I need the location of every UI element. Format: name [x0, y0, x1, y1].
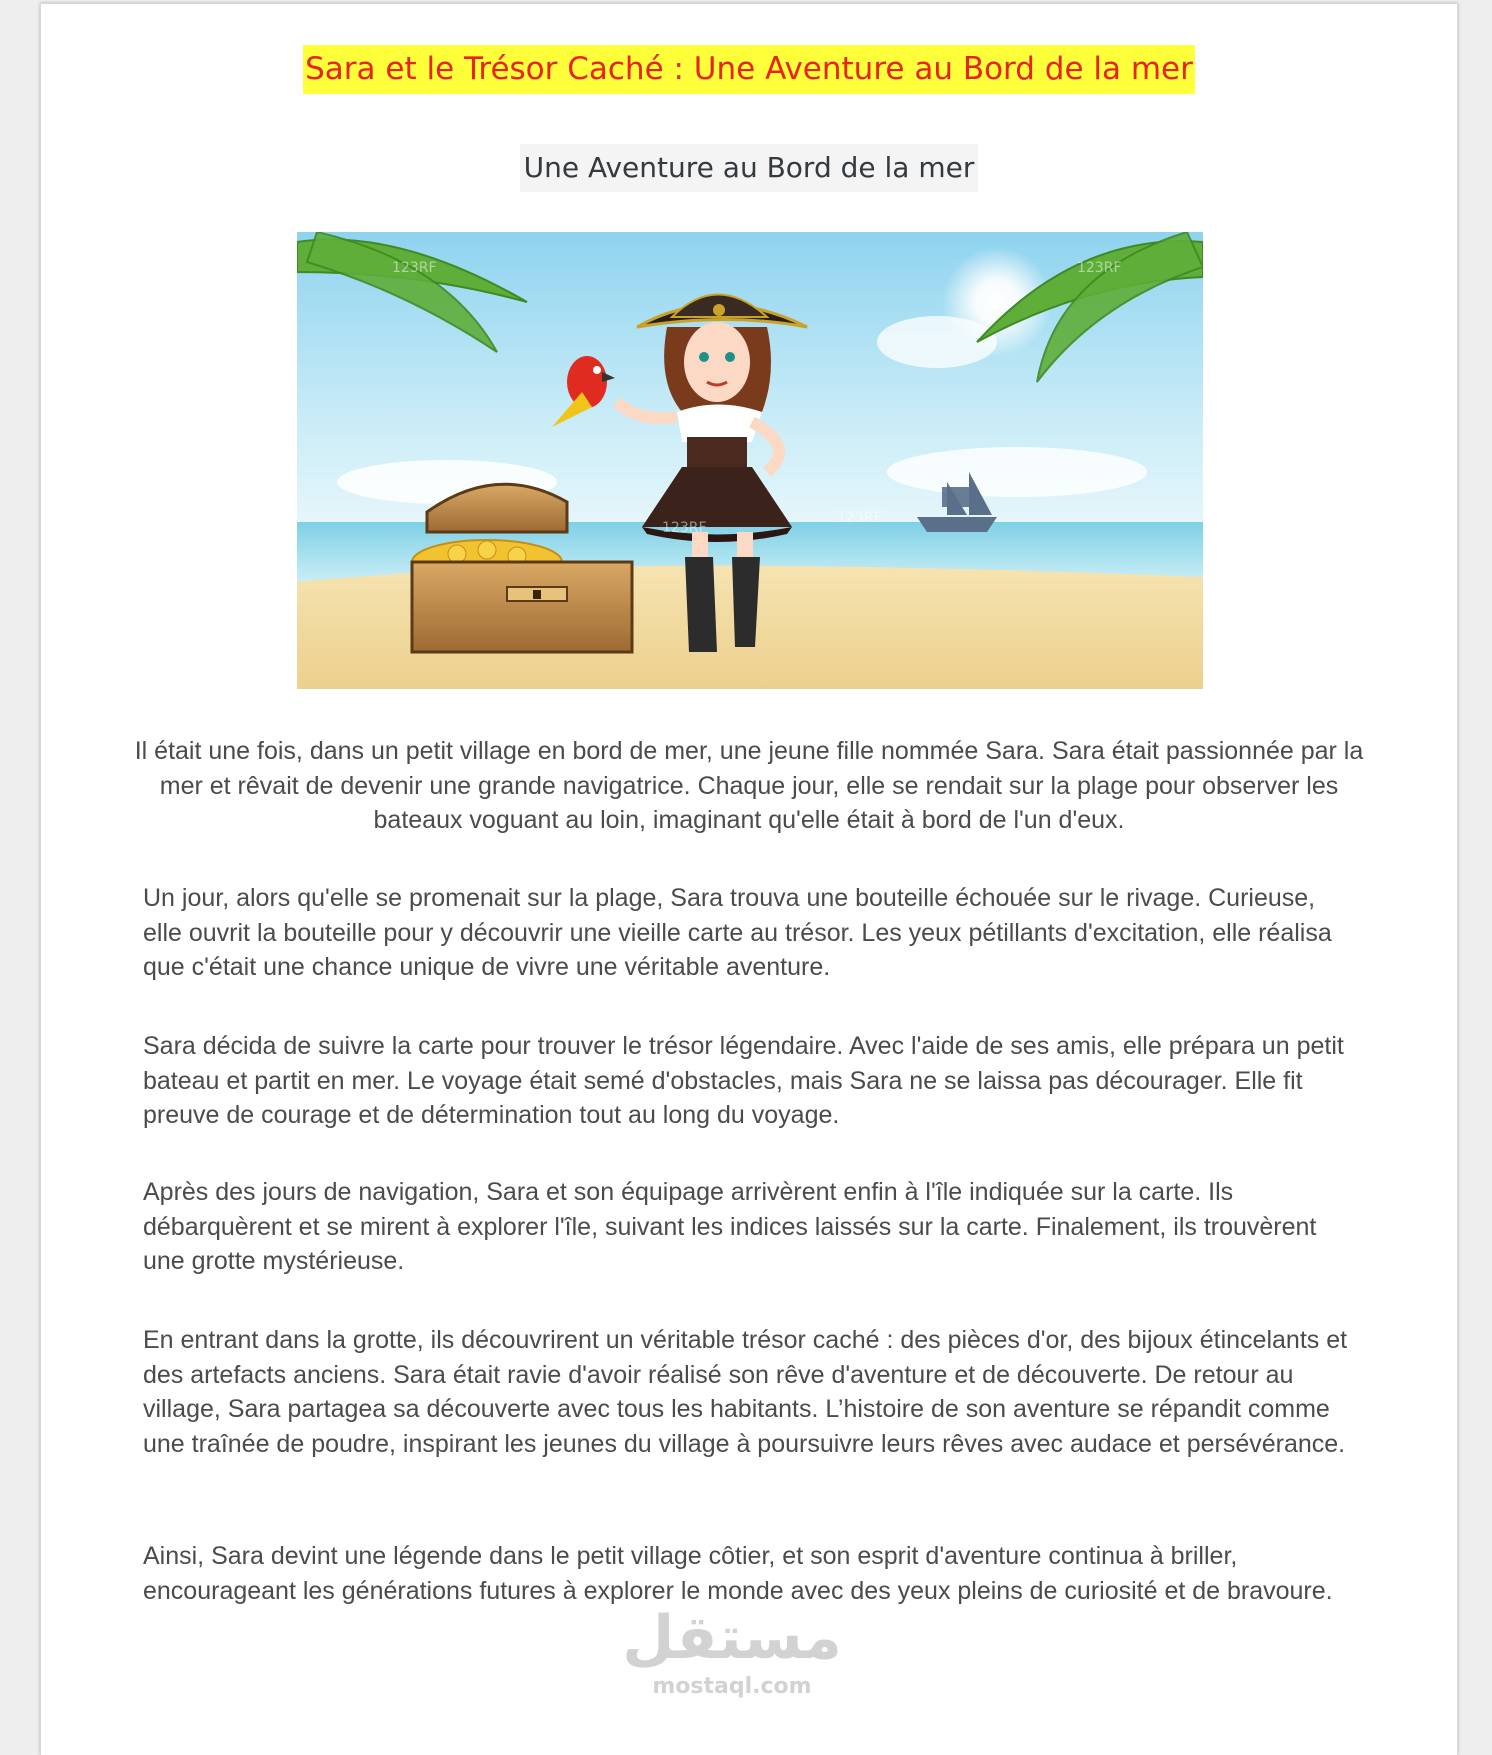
watermark-arabic: مستقل: [622, 1603, 842, 1673]
document-title: Sara et le Trésor Caché : Une Aventure au Bord de la mer: [303, 45, 1195, 94]
pirate-girl-illustration: [297, 232, 1203, 689]
title-container: [41, 45, 1457, 94]
watermark-latin: mostaql.com: [652, 1674, 812, 1699]
stock-watermark-1: 123RF: [392, 260, 437, 276]
story-paragraph-4: Après des jours de navigation, Sara et son équipage arrivèrent enfin à l'île indiquée sur la carte. Ils débarquèrent et se mirent à explorer l'île, suivant les indices laissés sur la carte. Finalement, ils trouvèrent une grotte mystérieuse.: [143, 1178, 1317, 1275]
stock-watermark-2: 123RF: [1077, 260, 1122, 276]
mostaql-watermark: [612, 1598, 852, 1748]
document-page: [40, 3, 1458, 1755]
stock-watermark-4: 123RF: [837, 510, 882, 526]
story-paragraph-2: Un jour, alors qu'elle se promenait sur la plage, Sara trouva une bouteille échouée sur le rivage. Curieuse, elle ouvrit la bouteille pour y découvrir une vieille carte au trésor. Les yeux pétillants d'excitation, elle réalisa que c'était une chance unique de vivre une véritable aventure.: [143, 884, 1332, 981]
subtitle-container: [41, 144, 1457, 192]
story-paragraph-5: En entrant dans la grotte, ils découvrirent un véritable trésor caché : des pièces d'or, des bijoux étincelants et des artefacts anciens. Sara était ravie d'avoir réalisé son rêve d'aventure et de découverte. De retour au village, Sara partagea sa découverte avec tous les habitants. L’histoire de son aventure se répandit comme une traînée de poudre, inspirant les jeunes du village à poursuivre leurs rêves avec audace et persévérance.: [143, 1326, 1348, 1458]
stock-watermark-3: 123RF: [662, 520, 707, 536]
document-subtitle: Une Aventure au Bord de la mer: [520, 144, 979, 192]
story-paragraph-1: Il était une fois, dans un petit village en bord de mer, une jeune fille nommée Sara. Sara était passionnée par la mer et rêvait de devenir une grande navigatrice. Chaque jour, elle se rendait sur la plage pour observer les bateaux voguant au loin, imaginant qu'elle était à bord de l'un d'eux.: [134, 737, 1364, 834]
story-paragraph-6: Ainsi, Sara devint une légende dans le petit village côtier, et son esprit d'aventure continua à briller, encourageant les générations futures à explorer le monde avec des yeux pleins de curiosité et de bravoure.: [143, 1542, 1333, 1605]
story-paragraph-3: Sara décida de suivre la carte pour trouver le trésor légendaire. Avec l'aide de ses amis, elle prépara un petit bateau et partit en mer. Le voyage était semé d'obstacles, mais Sara ne se laissa pas décourager. Elle fit preuve de courage et de détermination tout au long du voyage.: [143, 1032, 1344, 1129]
